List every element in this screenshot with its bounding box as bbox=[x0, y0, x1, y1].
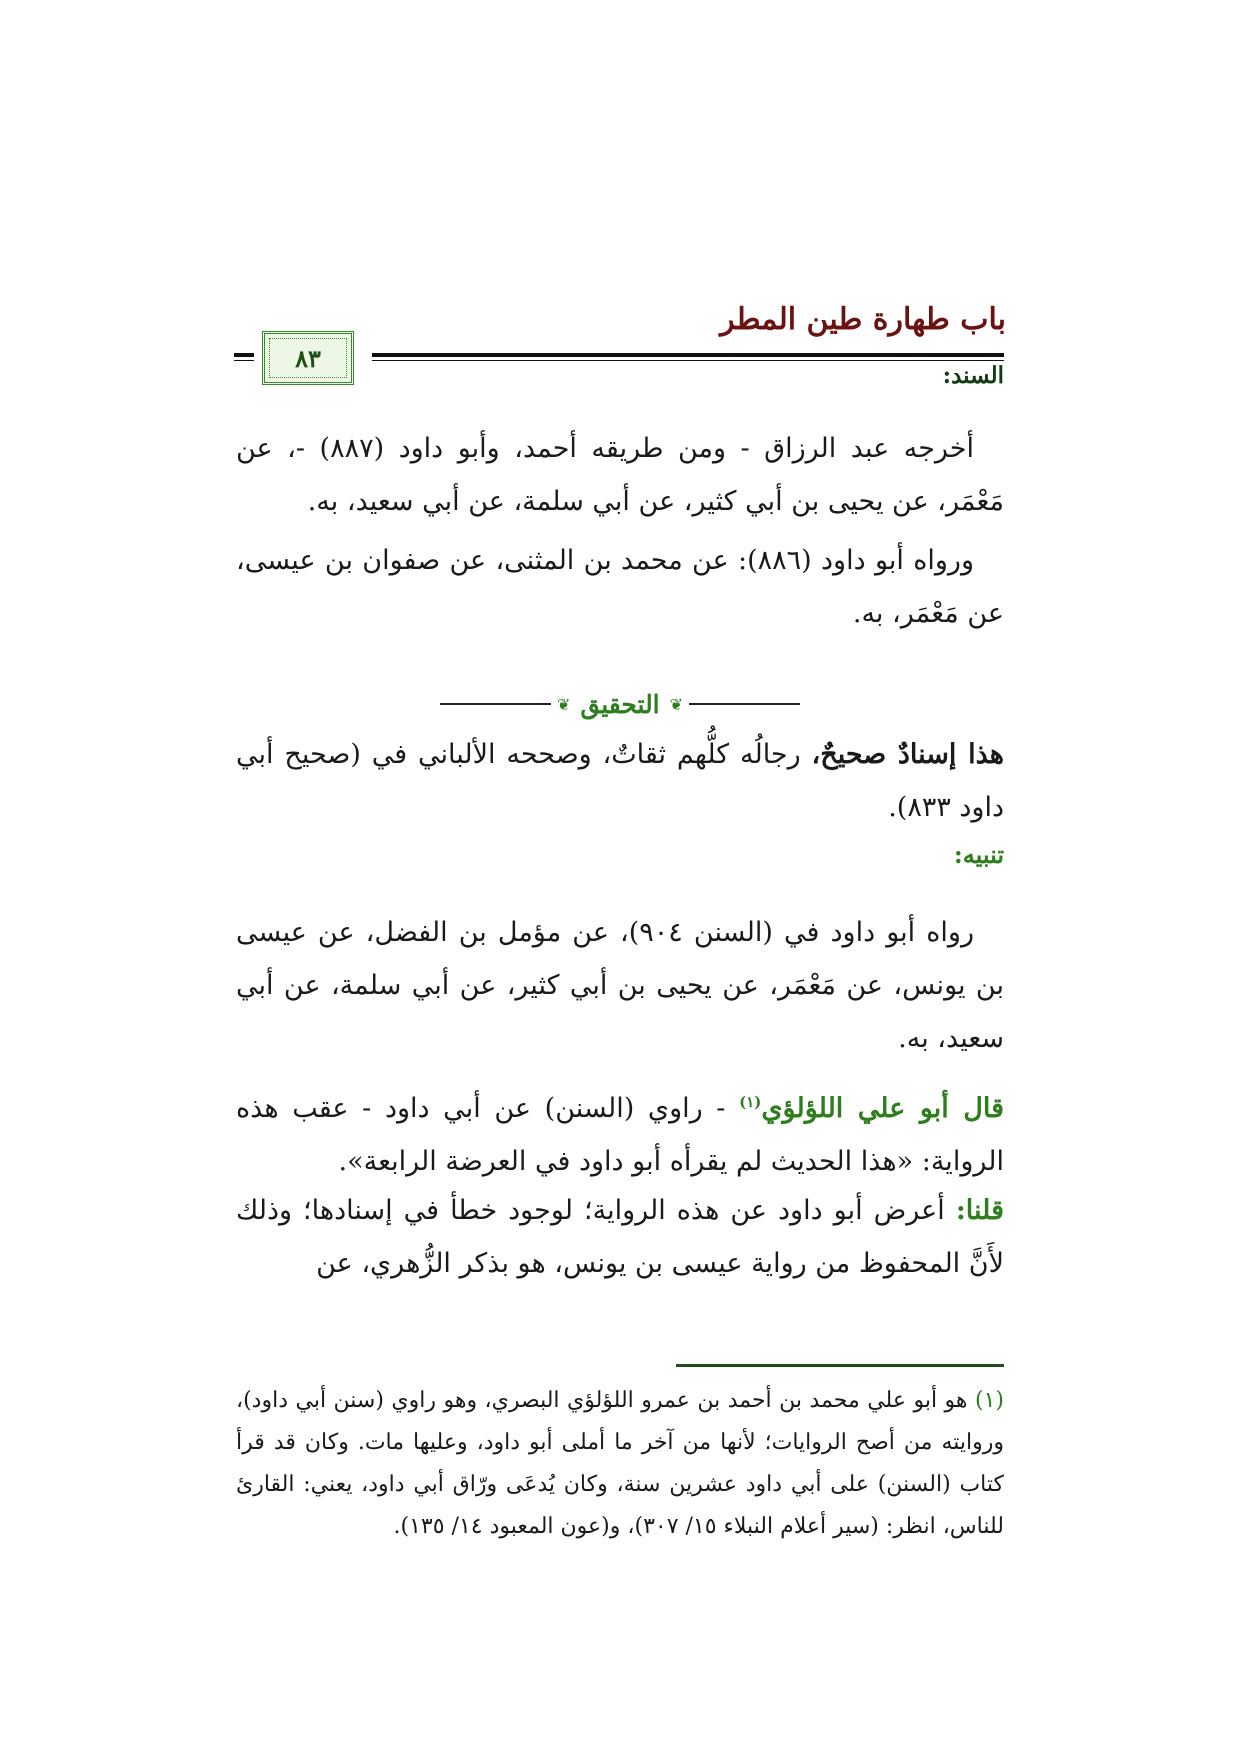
sanad-heading-wrap bbox=[236, 362, 1004, 389]
tanbih-paragraph-wrap bbox=[236, 906, 1004, 1065]
tanbih-heading: تنبيه: bbox=[953, 840, 1004, 869]
tanbih-heading-wrap bbox=[236, 840, 1004, 869]
sanad-paragraph-2 bbox=[236, 534, 1004, 640]
tahqiq-verdict: هذا إسنادٌ صحيحٌ، bbox=[811, 739, 1004, 770]
sanad-paragraph-2-text: ورواه أبو داود (٨٨٦): عن محمد بن المثنى، عن صفوان بن عيسى، عن مَعْمَر، به. bbox=[236, 545, 1004, 629]
tahqiq-paragraph bbox=[236, 728, 1004, 834]
divider-line-left bbox=[440, 703, 551, 705]
qulna-paragraph bbox=[236, 1184, 1004, 1290]
tanbih-paragraph bbox=[236, 906, 1004, 1065]
sanad-paragraph-1-wrap bbox=[236, 422, 1004, 528]
header-rule bbox=[372, 353, 1004, 361]
page-number: ٨٣ bbox=[295, 343, 321, 373]
luluu-paragraph bbox=[236, 1076, 1004, 1188]
luluu-lead: قال أبو علي اللؤلؤي bbox=[761, 1093, 1005, 1124]
tahqiq-heading: التحقيق bbox=[580, 689, 660, 719]
footnote-rule bbox=[676, 1364, 1004, 1367]
header-rule-left bbox=[234, 353, 254, 361]
qulna-paragraph-wrap bbox=[236, 1184, 1004, 1290]
tahqiq-paragraph-text: رجالُه كلُّهم ثقاتٌ، وصححه الألباني في (صحيح أبي داود ٨٣٣). bbox=[236, 739, 1004, 823]
sanad-paragraph-1 bbox=[236, 422, 1004, 528]
tahqiq-divider bbox=[440, 689, 800, 719]
sanad-paragraph-2-wrap bbox=[236, 534, 1004, 640]
luluu-paragraph-text: - راوي (السنن) عن أبي داود - عقب هذه الرواية: «هذا الحديث لم يقرأه أبو داود في العرضة الرابعة». bbox=[236, 1093, 1004, 1177]
footnote-number: (١) bbox=[974, 1388, 1004, 1413]
sanad-heading: السند: bbox=[942, 362, 1004, 389]
qulna-paragraph-text: أعرض أبو داود عن هذه الرواية؛ لوجود خطأ في إسنادها؛ وذلك لأَنَّ المحفوظ من رواية عيسى بن يونس، هو بذكر الزُّهري، عن bbox=[236, 1195, 1004, 1279]
sanad-paragraph-1-text: أخرجه عبد الرزاق - ومن طريقه أحمد، وأبو داود (٨٨٧) -، عن مَعْمَر، عن يحيى بن أبي كثير، عن أبي سلمة، عن أبي سعيد، به. bbox=[236, 433, 1004, 517]
ornament-icon: ❦ bbox=[556, 694, 571, 714]
tanbih-paragraph-text: رواه أبو داود في (السنن ٩٠٤)، عن مؤمل بن الفضل، عن عيسى بن يونس، عن مَعْمَر، عن يحيى بن أبي كثير، عن أبي سلمة، عن أبي سعيد، به. bbox=[236, 917, 1004, 1054]
tahqiq-paragraph-wrap bbox=[236, 728, 1004, 834]
footnote bbox=[236, 1380, 1004, 1548]
ornament-icon: ❦ bbox=[669, 694, 684, 714]
divider-line-right bbox=[689, 703, 800, 705]
qulna-lead: قلنا: bbox=[955, 1195, 1004, 1226]
luluu-paragraph-wrap bbox=[236, 1076, 1004, 1188]
footnote-ref[interactable]: (١) bbox=[739, 1093, 762, 1111]
chapter-title: باب طهارة طين المطر bbox=[720, 302, 1006, 337]
footnote-text: هو أبو علي محمد بن أحمد بن عمرو اللؤلؤي البصري، وهو راوي (سنن أبي داود)، وروايته من أصح الروايات؛ لأنها من آخر ما أملى أبو داود، وعليها مات. وكان قد قرأ كتاب (السنن) على أبي داود عشرين سنة، وكان يُدعَى ورّاق أبي داود، يعني: القارئ للناس، انظر: (سير أعلام النبلاء ١٥/ ٣٠٧)، و(عون المعبود ١٤/ ١٣٥). bbox=[236, 1388, 1004, 1539]
